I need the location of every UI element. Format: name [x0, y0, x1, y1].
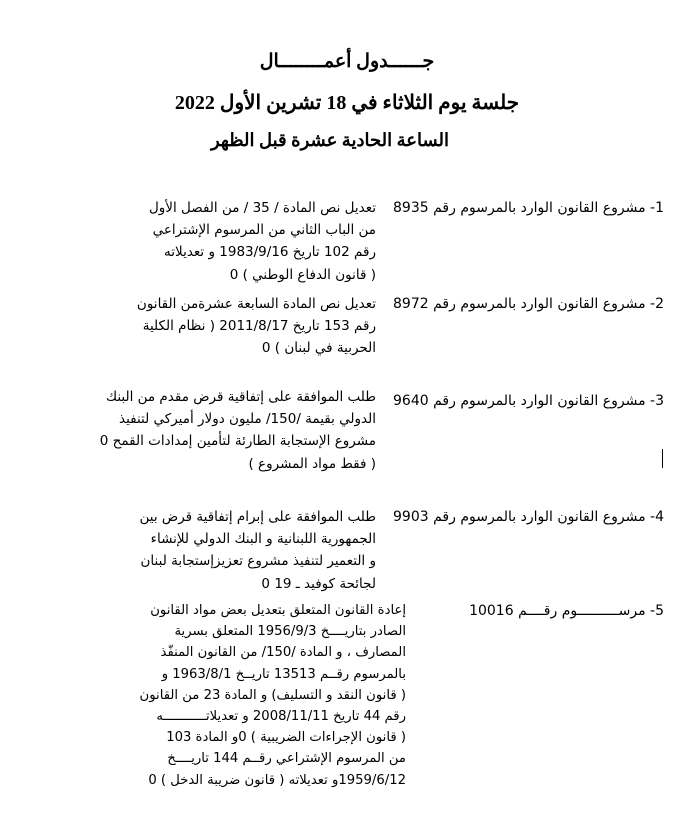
item-1-line: من الباب الثاني من المرسوم الإشتراعي [152, 222, 376, 239]
item-5-line: من المرسوم الإشتراعي رقــم 144 تاريــــخ [167, 751, 406, 767]
session-date: جلسة يوم الثلاثاء في 18 تشرين الأول 2022 [174, 92, 520, 114]
item-4-line: الجمهورية اللبنانية و البنك الدولي للإنشاء [150, 531, 376, 548]
item-2-line: الحربية في لبنان ) 0 [261, 340, 376, 357]
item-3-description [100, 386, 376, 475]
item-2-head: 2- مشروع القانون الوارد بالمرسوم رقم 8972 [393, 296, 664, 312]
item-5-line: رقم 44 تاريخ 2008/11/11 و تعديلاتـــــــــــه [156, 709, 406, 725]
item-1-line: رقم 102 تاريخ 1983/9/16 و تعديلاته [164, 244, 376, 261]
agenda-title: جــــــدول أعمــــــــال [259, 51, 435, 72]
item-1-line: ( قانون الدفاع الوطني ) 0 [229, 266, 376, 283]
item-1-head: 1- مشروع القانون الوارد بالمرسوم رقم 8935 [393, 200, 664, 216]
item-5-head: 5- مرســــــــــوم رقــــم 10016 [469, 603, 664, 619]
item-3-head: 3- مشروع القانون الوارد بالمرسوم رقم 9640 [393, 393, 664, 409]
item-2-line: تعديل نص المادة السابعة عشرةمن القانون [136, 296, 376, 312]
item-1-description [149, 197, 376, 286]
item-4-line: و التعمير لتنفيذ مشروع تعزيزإستجابة لبنان [140, 553, 376, 570]
item-1-line: تعديل نص المادة / 35 / من الفصل الأول [148, 200, 376, 216]
item-2-description [137, 293, 376, 360]
item-5-description [140, 600, 406, 791]
item-5-line: المصارف ، و المادة /150/ من القانون المنفّذ [160, 645, 406, 661]
item-3-line: طلب الموافقة على إتفاقية قرض مقدم من البنك [105, 389, 376, 405]
item-3-line: الدولي بقيمة /150/ مليون دولار أميركي لتنفيذ [118, 411, 376, 428]
item-5-line: الصادر بتاريــــخ 1956/9/3 المتعلق بسرية [174, 624, 406, 640]
item-4-line: لجائحة كوفيد ـ 19 0 [261, 575, 376, 592]
item-2-line: رقم 153 تاريخ 2011/8/17 ( نظام الكلية [142, 318, 376, 335]
session-time: الساعة الحادية عشرة قبل الظهر [211, 130, 449, 150]
item-5-line: 1959/6/12و تعديلاته ( قانون ضريبة الدخل ) 0 [148, 772, 406, 788]
item-3-line: مشروع الإستجابة الطارئة لتأمين إمدادات القمح 0 [99, 433, 376, 450]
item-4-head: 4- مشروع القانون الوارد بالمرسوم رقم 9903 [393, 509, 664, 525]
item-5-line: بالمرسوم رقــم 13513 تاريــخ 1963/8/1 و [161, 666, 406, 682]
item-4-line: طلب الموافقة على إبرام إتفاقية قرض بين [139, 509, 376, 525]
item-5-line: إعادة القانون المتعلق بتعديل بعض مواد القانون [150, 603, 406, 618]
item-3-line: ( فقط مواد المشروع ) [248, 455, 376, 472]
item-5-line: ( قانون الإجراءات الضريبية ) 0و المادة 103 [166, 730, 406, 746]
item-4-description [139, 506, 376, 595]
item-5-line: ( قانون النقد و التسليف) و المادة 23 من القانون [139, 687, 406, 703]
text-cursor [662, 449, 663, 468]
